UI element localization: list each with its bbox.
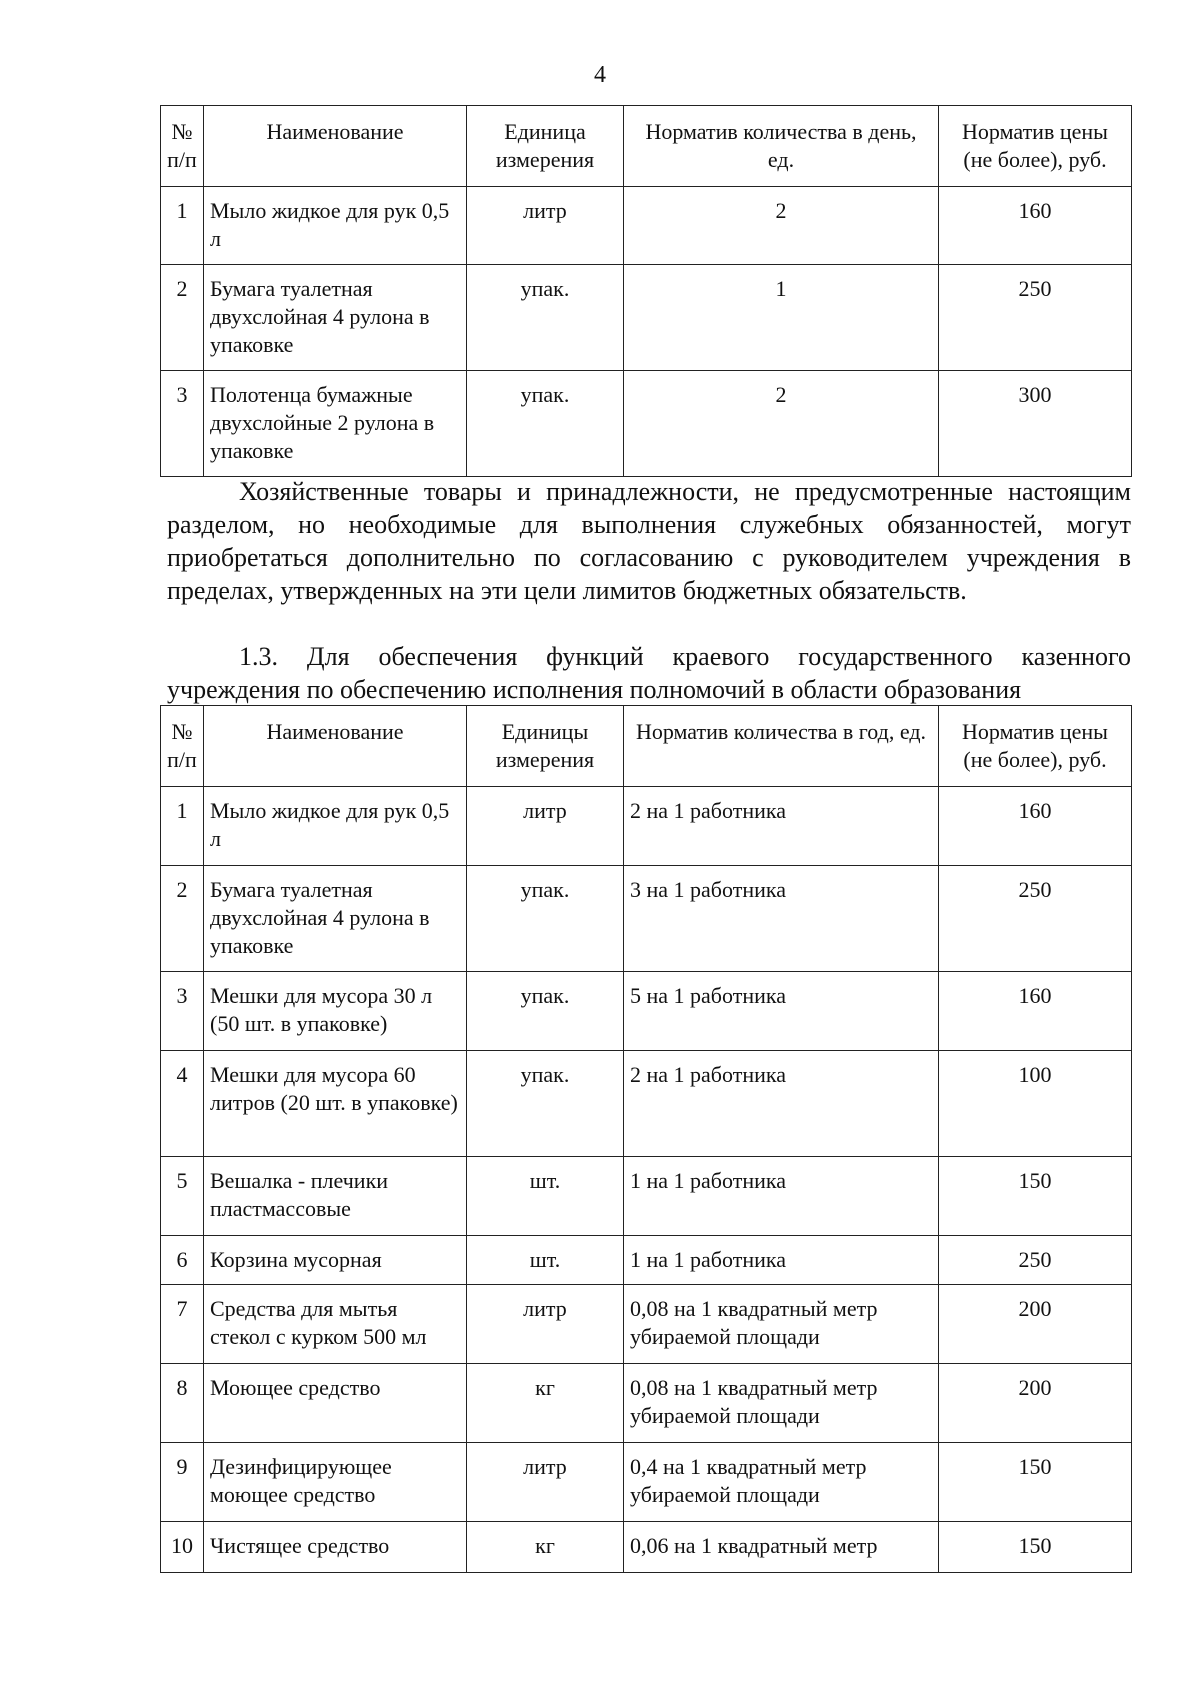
row-unit: упак. [467, 972, 624, 1051]
row-name: Бумага туалетная двухслойная 4 рулона в упаковке [204, 265, 467, 371]
row-num: 6 [161, 1236, 204, 1285]
row-norm: 0,4 на 1 квадратный метр убираемой площади [624, 1443, 939, 1522]
row-price: 160 [939, 187, 1132, 265]
header-price: Норматив цены (не более), руб. [939, 106, 1132, 187]
row-num: 8 [161, 1364, 204, 1443]
paragraph-text: 1.3. Для обеспечения функций краевого государственного казенного учреждения по обеспечению исполнения полномочий в области образования [167, 642, 1131, 704]
row-unit: упак. [467, 265, 624, 371]
row-unit: литр [467, 1285, 624, 1364]
row-name: Мыло жидкое для рук 0,5 л [204, 187, 467, 265]
row-price: 250 [939, 1236, 1132, 1285]
row-norm: 1 на 1 работника [624, 1236, 939, 1285]
row-num: 2 [161, 866, 204, 972]
row-norm: 2 [624, 187, 939, 265]
header-name: Наименование [204, 706, 467, 787]
row-norm: 0,08 на 1 квадратный метр убираемой площади [624, 1285, 939, 1364]
paragraph-text: Хозяйственные товары и принадлежности, не предусмотренные настоящим разделом, но необходимые для выполнения служебных обязанностей, могут приобретаться дополнительно по согласованию с руководителем учреждения в пределах, утвержденных на эти цели лимитов бюджетных обязательств. [167, 477, 1131, 605]
row-norm: 2 [624, 371, 939, 477]
row-norm: 0,06 на 1 квадратный метр [624, 1522, 939, 1573]
row-num: 3 [161, 972, 204, 1051]
annual-supplies-table [160, 705, 1132, 1573]
header-price: Норматив цены (не более), руб. [939, 706, 1132, 787]
row-unit: кг [467, 1522, 624, 1573]
row-num: 7 [161, 1285, 204, 1364]
row-unit: шт. [467, 1157, 624, 1236]
row-num: 1 [161, 787, 204, 866]
row-price: 160 [939, 787, 1132, 866]
row-num: 9 [161, 1443, 204, 1522]
table-row [161, 1364, 1132, 1443]
row-price: 150 [939, 1443, 1132, 1522]
table-row [161, 1157, 1132, 1236]
table-row [161, 1522, 1132, 1573]
row-num: 3 [161, 371, 204, 477]
row-name: Дезинфицирующее моющее средство [204, 1443, 467, 1522]
row-name: Средства для мытья стекол с курком 500 мл [204, 1285, 467, 1364]
header-num: № п/п [161, 706, 204, 787]
daily-supplies-table [160, 105, 1132, 477]
paragraph-additional-goods [167, 475, 1131, 607]
row-num: 4 [161, 1051, 204, 1157]
row-num: 10 [161, 1522, 204, 1573]
row-name: Полотенца бумажные двухслойные 2 рулона в упаковке [204, 371, 467, 477]
row-name: Корзина мусорная [204, 1236, 467, 1285]
header-num: № п/п [161, 106, 204, 187]
table-row [161, 1051, 1132, 1157]
row-norm: 5 на 1 работника [624, 972, 939, 1051]
paragraph-section-1-3 [167, 640, 1131, 706]
row-unit: кг [467, 1364, 624, 1443]
header-norm: Норматив количества в год, ед. [624, 706, 939, 787]
table-header-row [161, 106, 1132, 187]
row-price: 200 [939, 1364, 1132, 1443]
row-norm: 1 на 1 работника [624, 1157, 939, 1236]
row-price: 300 [939, 371, 1132, 477]
row-norm: 2 на 1 работника [624, 1051, 939, 1157]
table-row [161, 265, 1132, 371]
row-unit: литр [467, 187, 624, 265]
row-norm: 2 на 1 работника [624, 787, 939, 866]
row-norm: 3 на 1 работника [624, 866, 939, 972]
header-name: Наименование [204, 106, 467, 187]
table-row [161, 1236, 1132, 1285]
row-num: 1 [161, 187, 204, 265]
row-unit: упак. [467, 371, 624, 477]
row-price: 150 [939, 1157, 1132, 1236]
row-norm: 0,08 на 1 квадратный метр убираемой площади [624, 1364, 939, 1443]
row-unit: упак. [467, 1051, 624, 1157]
row-num: 2 [161, 265, 204, 371]
row-price: 100 [939, 1051, 1132, 1157]
header-unit: Единицы измерения [467, 706, 624, 787]
table-row [161, 1443, 1132, 1522]
table-header-row [161, 706, 1132, 787]
row-name: Мешки для мусора 30 л (50 шт. в упаковке) [204, 972, 467, 1051]
row-price: 160 [939, 972, 1132, 1051]
row-unit: шт. [467, 1236, 624, 1285]
table-row [161, 972, 1132, 1051]
row-unit: упак. [467, 866, 624, 972]
row-unit: литр [467, 1443, 624, 1522]
table-row [161, 371, 1132, 477]
row-price: 200 [939, 1285, 1132, 1364]
row-price: 150 [939, 1522, 1132, 1573]
row-num: 5 [161, 1157, 204, 1236]
row-name: Чистящее средство [204, 1522, 467, 1573]
table-row [161, 787, 1132, 866]
row-name: Бумага туалетная двухслойная 4 рулона в упаковке [204, 866, 467, 972]
header-unit: Единица измерения [467, 106, 624, 187]
table-row [161, 1285, 1132, 1364]
row-price: 250 [939, 265, 1132, 371]
row-name: Мешки для мусора 60 литров (20 шт. в упаковке) [204, 1051, 467, 1157]
row-name: Моющее средство [204, 1364, 467, 1443]
table-row [161, 187, 1132, 265]
table-row [161, 866, 1132, 972]
row-norm: 1 [624, 265, 939, 371]
row-unit: литр [467, 787, 624, 866]
page-number: 4 [594, 62, 606, 88]
row-name: Мыло жидкое для рук 0,5 л [204, 787, 467, 866]
row-price: 250 [939, 866, 1132, 972]
header-norm: Норматив количества в день, ед. [624, 106, 939, 187]
row-name: Вешалка - плечики пластмассовые [204, 1157, 467, 1236]
